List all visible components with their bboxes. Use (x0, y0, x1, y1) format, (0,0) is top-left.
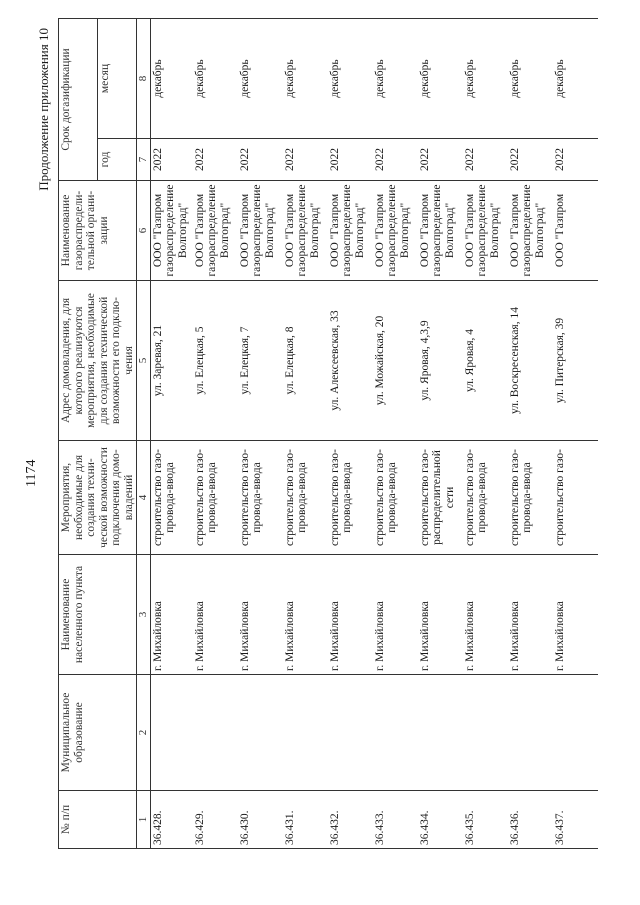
table-row (553, 19, 598, 849)
row-month: декабрь (150, 19, 193, 139)
row-month: декабрь (418, 19, 463, 139)
header-measures: Мероприятия, необходимые для создания техни- ческой возможности подключения домо- владений (59, 441, 137, 555)
row-municipality (283, 675, 328, 791)
row-number: 36.432. (328, 791, 373, 849)
row-measure: строительство газо- провода-ввода (508, 441, 553, 555)
row-locality: г. Михайловка (463, 555, 508, 675)
row-number: 36.429. (193, 791, 238, 849)
row-number: 36.430. (238, 791, 283, 849)
row-address: ул. Яровая, 4,3,9 (418, 281, 463, 441)
row-organization: ООО "Газпром газораспределение Волгоград" (328, 181, 373, 281)
table-row (373, 19, 418, 849)
col-number: 7 (137, 139, 151, 181)
col-number: 4 (137, 441, 151, 555)
gasification-table (58, 18, 598, 849)
table-row (328, 19, 373, 849)
header-locality: Наименование населенного пункта (59, 555, 137, 675)
row-month: декабрь (283, 19, 328, 139)
row-locality: г. Михайловка (553, 555, 598, 675)
col-number: 3 (137, 555, 151, 675)
row-year: 2022 (193, 139, 238, 181)
row-month: декабрь (328, 19, 373, 139)
row-address: ул. Елецкая, 5 (193, 281, 238, 441)
row-municipality (150, 675, 193, 791)
row-locality: г. Михайловка (193, 555, 238, 675)
page-number: 1174 (24, 459, 39, 487)
row-address: ул. Заревая, 21 (150, 281, 193, 441)
header-municipality: Муниципальное образование (59, 675, 137, 791)
row-number: 36.436. (508, 791, 553, 849)
table-row (238, 19, 283, 849)
row-locality: г. Михайловка (238, 555, 283, 675)
row-organization: ООО "Газпром газораспределение Волгоград" (238, 181, 283, 281)
row-address: ул. Питерская, 39 (553, 281, 598, 441)
row-organization: ООО "Газпром газораспределение Волгоград" (373, 181, 418, 281)
col-number: 6 (137, 181, 151, 281)
row-organization: ООО "Газпром (553, 181, 598, 281)
row-measure: строительство газо- (553, 441, 598, 555)
row-month: декабрь (508, 19, 553, 139)
header-year: год (98, 139, 137, 181)
row-month: декабрь (373, 19, 418, 139)
table-row (283, 19, 328, 849)
row-locality: г. Михайловка (328, 555, 373, 675)
row-measure: строительство газо- провода-ввода (463, 441, 508, 555)
row-locality: г. Михайловка (373, 555, 418, 675)
col-number: 8 (137, 19, 151, 139)
row-number: 36.435. (463, 791, 508, 849)
header-organization: Наименование газораспредели- тельной органи- зации (59, 181, 137, 281)
header-deadline-group: Срок догазификации (59, 19, 98, 181)
row-month: декабрь (463, 19, 508, 139)
col-number: 5 (137, 281, 151, 441)
row-municipality (508, 675, 553, 791)
row-measure: строительство газо- распределительной сети (418, 441, 463, 555)
row-number: 36.428. (150, 791, 193, 849)
col-number: 2 (137, 675, 151, 791)
row-year: 2022 (283, 139, 328, 181)
row-number: 36.437. (553, 791, 598, 849)
row-year: 2022 (508, 139, 553, 181)
row-locality: г. Михайловка (150, 555, 193, 675)
row-municipality (238, 675, 283, 791)
row-address: ул. Яровая, 4 (463, 281, 508, 441)
row-measure: строительство газо- провода-ввода (373, 441, 418, 555)
row-measure: строительство газо- провода-ввода (328, 441, 373, 555)
row-municipality (553, 675, 598, 791)
row-organization: ООО "Газпром газораспределение Волгоград" (150, 181, 193, 281)
row-address: ул. Алексеевская, 33 (328, 281, 373, 441)
row-locality: г. Михайловка (418, 555, 463, 675)
row-measure: строительство газо- провода-ввода (193, 441, 238, 555)
row-address: ул. Воскресенская, 14 (508, 281, 553, 441)
row-year: 2022 (238, 139, 283, 181)
row-municipality (193, 675, 238, 791)
row-locality: г. Михайловка (283, 555, 328, 675)
row-month: декабрь (238, 19, 283, 139)
row-address: ул. Можайская, 20 (373, 281, 418, 441)
table-row (150, 19, 193, 849)
row-measure: строительство газо- провода-ввода (283, 441, 328, 555)
row-measure: строительство газо- провода-ввода (238, 441, 283, 555)
row-month: декабрь (193, 19, 238, 139)
table-row (463, 19, 508, 849)
row-year: 2022 (328, 139, 373, 181)
row-organization: ООО "Газпром газораспределение Волгоград" (463, 181, 508, 281)
col-number: 1 (137, 791, 151, 849)
row-organization: ООО "Газпром газораспределение Волгоград" (193, 181, 238, 281)
row-number: 36.434. (418, 791, 463, 849)
table-row (193, 19, 238, 849)
row-year: 2022 (373, 139, 418, 181)
row-year: 2022 (463, 139, 508, 181)
table-row (418, 19, 463, 849)
row-address: ул. Елецкая, 8 (283, 281, 328, 441)
row-year: 2022 (553, 139, 598, 181)
row-municipality (463, 675, 508, 791)
row-organization: ООО "Газпром газораспределение Волгоград" (508, 181, 553, 281)
header-month: месяц (98, 19, 137, 139)
row-address: ул. Елецкая, 7 (238, 281, 283, 441)
row-municipality (373, 675, 418, 791)
row-measure: строительство газо- провода-ввода (150, 441, 193, 555)
row-organization: ООО "Газпром газораспределение Волгоград" (283, 181, 328, 281)
row-municipality (328, 675, 373, 791)
header-address: Адрес домовладения, для которого реализуются мероприятия, необходимые для создания технической возможности его подклю- чения (59, 281, 137, 441)
table-row (508, 19, 553, 849)
header-num: № п/п (59, 791, 137, 849)
continuation-note: Продолжение приложения 10 (36, 28, 51, 191)
row-locality: г. Михайловка (508, 555, 553, 675)
row-year: 2022 (418, 139, 463, 181)
row-month: декабрь (553, 19, 598, 139)
row-year: 2022 (150, 139, 193, 181)
row-number: 36.433. (373, 791, 418, 849)
row-organization: ООО "Газпром газораспределение Волгоград" (418, 181, 463, 281)
row-number: 36.431. (283, 791, 328, 849)
row-municipality (418, 675, 463, 791)
